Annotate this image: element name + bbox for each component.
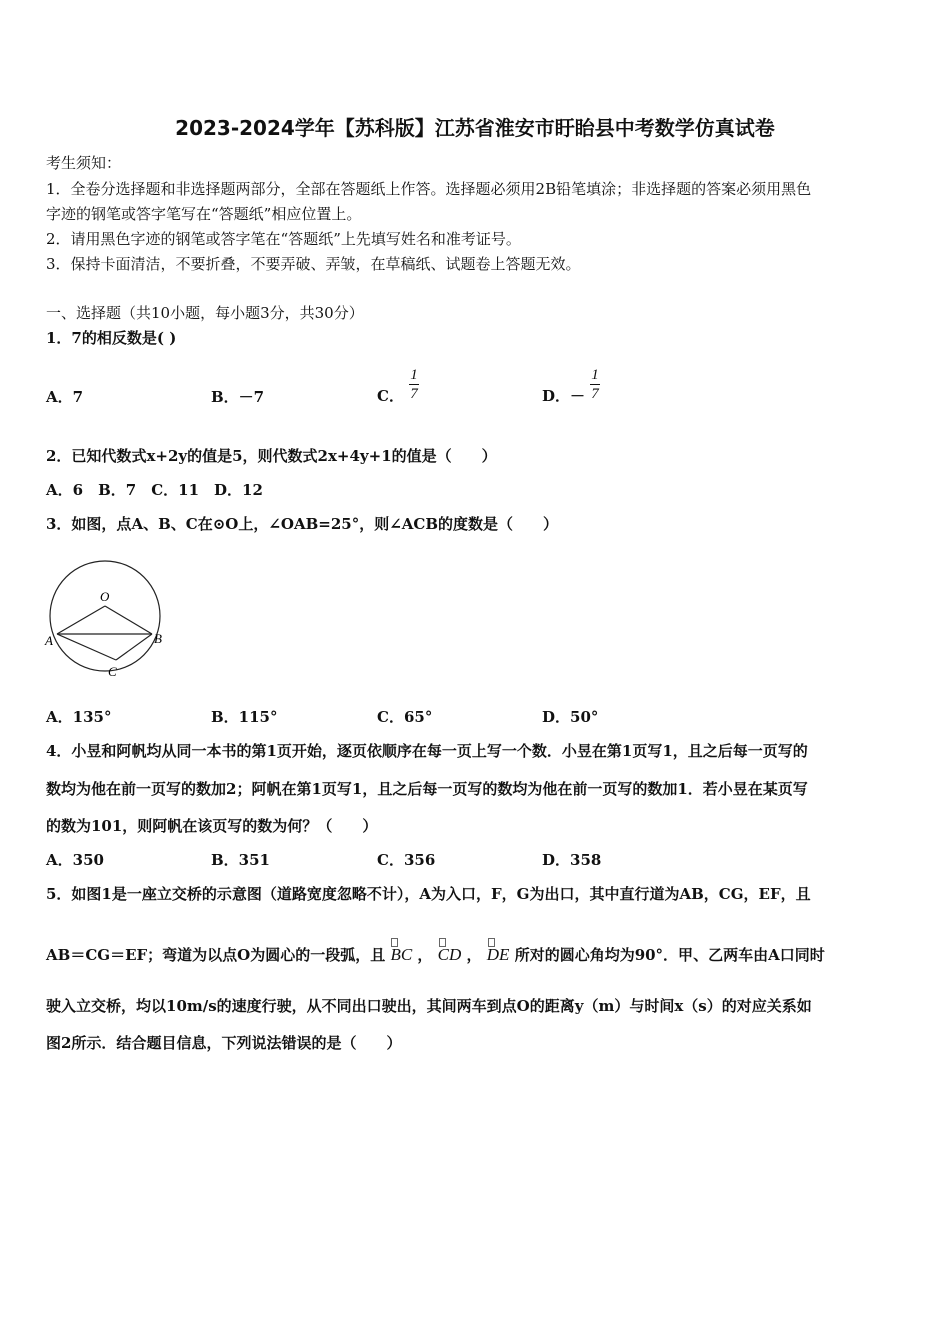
q1-option-d-denominator: 7 [591,386,599,402]
q5-line-2b: 所对的圆心角均为90°．甲、乙两车由A口同时 [514,946,825,964]
label-c: C [108,664,117,679]
arc-de-mark [488,938,495,947]
notice-line-3: 3．保持卡面清洁，不要折叠，不要弄破、弄皱，在草稿纸、试题卷上答题无效。 [46,255,581,273]
q1-option-d [542,363,600,406]
q1-option-d-numerator: 1 [590,367,600,386]
q4-option-b: B．351 [211,851,270,869]
q5-line-3: 驶入立交桥，均以10m/s的速度行驶，从不同出口驶出，其间两车到点O的距离y（m）与时间x（s）的对应关系如 [46,997,812,1015]
q5-line-4: 图2所示．结合题目信息，下列说法错误的是（ ） [46,1034,402,1052]
q1-option-a: A．7 [46,388,84,406]
q1-stem: 1．7的相反数是( ) [46,329,177,347]
q4-line-1: 4．小昱和阿帆均从同一本书的第1页开始，逐页依顺序在每一页上写一个数．小昱在第1页写1，且之后每一页写的 [46,742,808,760]
arc-cd [438,945,462,965]
q3-stem: 3．如图，点A、B、C在⊙O上，∠OAB=25°，则∠ACB的度数是（ ） [46,515,559,533]
notice-heading: 考生须知： [46,154,122,172]
label-b: B [154,631,162,646]
q2-options: A．6 B．7 C．11 D．12 [46,481,263,499]
chord-ac [57,634,116,660]
segment-ob [105,606,152,634]
q5-sep-2: ， [466,946,482,964]
q5-line-2a: AB＝CG＝EF；弯道为以点O为圆心的一段弧，且 [46,946,386,964]
segment-ao [57,606,105,634]
q2-stem: 2．已知代数式x+2y的值是5，则代数式2x+4y+1的值是（ ） [46,447,497,465]
arc-bc [390,945,412,965]
section-heading: 一、选择题（共10小题，每小题3分，共30分） [46,304,364,322]
q1-option-c-label: C． [377,387,404,405]
q3-option-b: B．115° [211,708,278,726]
arc-de [487,945,510,965]
page-title: 2023-2024学年【苏科版】江苏省淮安市盱眙县中考数学仿真试卷 [175,116,775,140]
q1-option-c-fraction [409,367,419,403]
arc-cd-mark [439,938,446,947]
q1-option-b: B．－7 [211,388,265,406]
q4-option-c: C．356 [377,851,436,869]
notice-line-1a: 1．全卷分选择题和非选择题两部分，全部在答题纸上作答。选择题必须用2B铅笔填涂；非选择题的答案必须用黑色 [46,180,812,198]
q1-option-c [377,363,419,406]
arc-bc-label: BC [390,945,413,964]
q4-option-d: D．358 [542,851,602,869]
q1-option-c-numerator: 1 [409,367,419,386]
q4-option-a: A．350 [46,851,104,869]
q4-line-2: 数均为他在前一页写的数加2；阿帆在第1页写1，且之后每一页写的数均为他在前一页写的数加1．若小昱在某页写 [46,780,808,798]
arc-de-label: DE [486,945,510,964]
chord-cb [116,634,152,660]
q5-line-2 [46,944,825,965]
q1-option-d-label: D．－ [542,387,586,405]
q3-option-d: D．50° [542,708,599,726]
q5-sep-1: ， [417,946,433,964]
label-o: O [100,589,110,604]
circle-figure [44,556,170,680]
notice-line-1b: 字迹的钢笔或答字笔写在“答题纸”相应位置上。 [46,205,362,223]
notice-line-2: 2．请用黑色字迹的钢笔或答字笔在“答题纸”上先填写姓名和准考证号。 [46,230,521,248]
q3-option-a: A．135° [46,708,112,726]
q3-option-c: C．65° [377,708,433,726]
arc-bc-mark [391,938,398,947]
q1-option-d-fraction [590,367,600,403]
q5-line-1: 5．如图1是一座立交桥的示意图（道路宽度忽略不计），A为入口，F，G为出口，其中直行道为AB，CG，EF，且 [46,885,811,903]
q4-line-3: 的数为101，则阿帆在该页写的数为何？（ ） [46,817,378,835]
label-a: A [45,633,53,648]
q1-option-c-denominator: 7 [410,386,418,402]
arc-cd-label: CD [437,945,462,964]
